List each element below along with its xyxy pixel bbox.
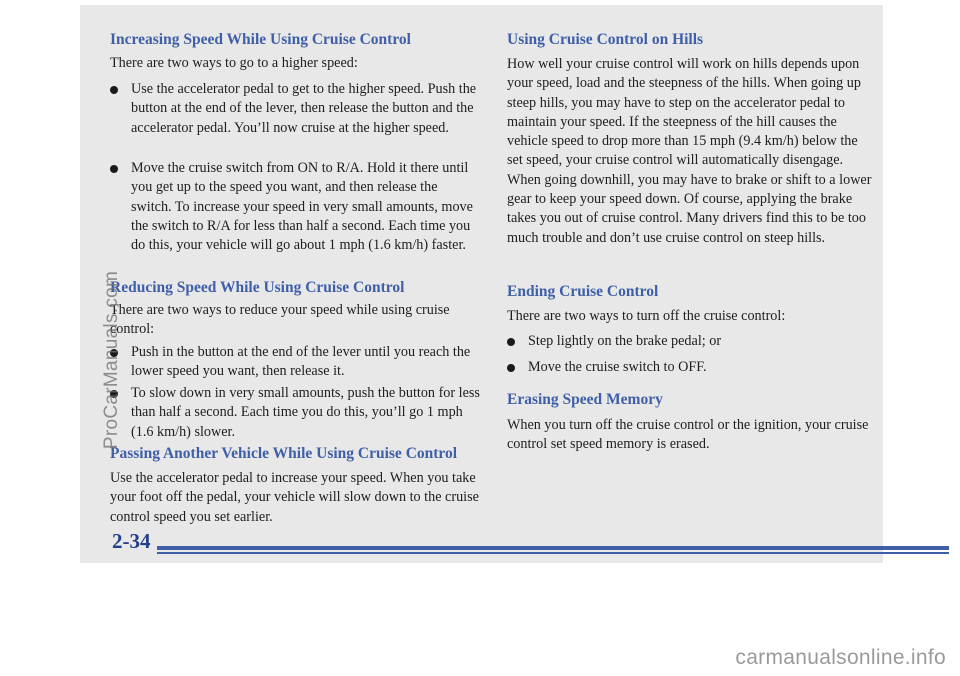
list-item bbox=[110, 159, 480, 255]
paragraph-hills: How well your cruise control will work on hills depends upon your speed, load and the steepness of the hills. When going up steep hills, you may have to step on the accelerator pedal to maintain your speed. If the steepness of the hill causes the vehicle speed to drop more than 15 mph (9.4 km/h) below the set speed, your cruise control will automatically disengage. When going downhill, you may have to brake or shift to a lower gear to keep your speed down. Of course, applying the brake takes you out of cruise control. Many drivers find this to be too much trouble and don’t use cruise control on steep hills. bbox=[507, 56, 872, 246]
paragraph-passing-vehicle: Use the accelerator pedal to increase your speed. When you take your foot off the pedal, your vehicle will slow down to the cruise control speed you set earlier. bbox=[110, 470, 479, 525]
list-item-text: Move the cruise switch to OFF. bbox=[528, 359, 707, 375]
footer-rule-thin bbox=[150, 552, 949, 554]
bullet-icon bbox=[110, 86, 118, 94]
page-number: 2-34 bbox=[112, 529, 157, 554]
side-watermark-text: ProCarManuals.com bbox=[101, 270, 122, 450]
bullet-icon bbox=[507, 338, 515, 346]
heading-reducing-speed: Reducing Speed While Using Cruise Control bbox=[110, 279, 405, 296]
paragraph-erasing-memory: When you turn off the cruise control or the ignition, your cruise control set speed memory is erased. bbox=[507, 417, 869, 453]
list-item-text: Move the cruise switch from ON to R/A. Hold it there until you get up to the speed you want, and then release the switch. To increase your speed in very small amounts, move the switch to R/A for less than half a second. Each time you do this, your vehicle will go about 1 mph (1.6 km/h) faster. bbox=[131, 160, 473, 254]
paragraph-reduce-speed-intro: There are two ways to reduce your speed while using cruise control: bbox=[110, 302, 450, 338]
heading-erasing-memory: Erasing Speed Memory bbox=[507, 391, 663, 408]
bottom-watermark: carmanualsonline.info bbox=[735, 646, 946, 669]
footer-rule bbox=[150, 546, 949, 550]
list-item-text: Step lightly on the brake pedal; or bbox=[528, 333, 722, 349]
list-item bbox=[507, 332, 872, 351]
list-item-text: To slow down in very small amounts, push the button for less than half a second. Each time you do this, you’ll go 1 mph (1.6 km/h) slower. bbox=[131, 385, 480, 440]
manual-page bbox=[80, 5, 883, 563]
heading-passing-vehicle: Passing Another Vehicle While Using Cruise Control bbox=[110, 445, 458, 462]
heading-ending-cruise: Ending Cruise Control bbox=[507, 283, 659, 300]
heading-increasing-speed: Increasing Speed While Using Cruise Control bbox=[110, 31, 411, 48]
list-item bbox=[110, 80, 480, 138]
heading-hills: Using Cruise Control on Hills bbox=[507, 31, 704, 48]
list-item bbox=[110, 384, 480, 442]
paragraph-higher-speed-intro: There are two ways to go to a higher speed: bbox=[110, 55, 358, 71]
list-item bbox=[507, 358, 872, 377]
side-watermark bbox=[97, 120, 127, 600]
list-item-text: Use the accelerator pedal to get to the higher speed. Push the button at the end of the lever, then release the button and the accelerator pedal. You’ll now cruise at the higher speed. bbox=[131, 81, 477, 136]
list-item-text: Push in the button at the end of the lever until you reach the lower speed you want, then release it. bbox=[131, 344, 471, 380]
bullet-icon bbox=[507, 364, 515, 372]
paragraph-ending-intro: There are two ways to turn off the cruise control: bbox=[507, 308, 786, 324]
list-item bbox=[110, 343, 480, 382]
